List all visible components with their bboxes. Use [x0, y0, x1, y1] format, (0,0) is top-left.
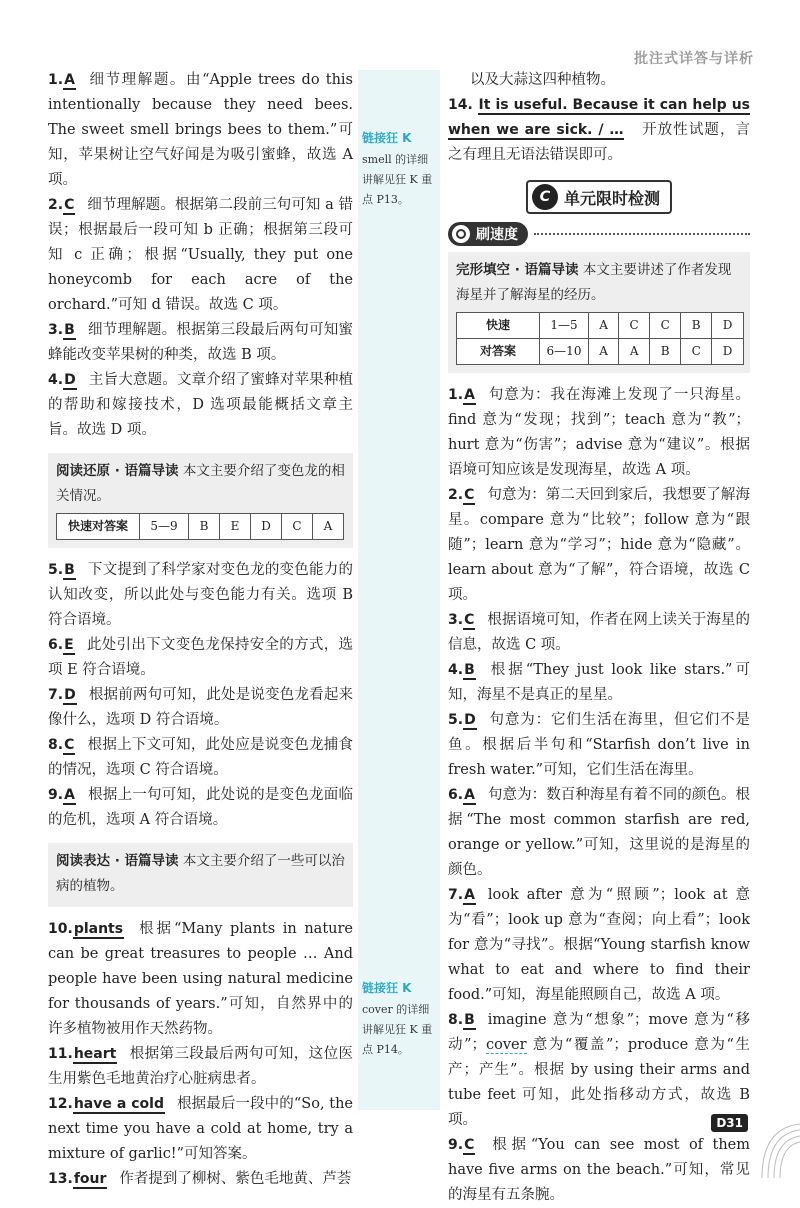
item-number: 3.: [48, 322, 64, 338]
dotted-divider: [534, 233, 750, 235]
answer-item: [448, 1008, 750, 1133]
item-explanation: 细节理解题。根据第二段前三句可知 a 错误；根据最后一段可知 b 正确；根据第三段可知 c 正确；根据“Usually, they put one honeycomb for each acre of the orchard.”可知 d 错误。故选 C 项。: [48, 197, 353, 313]
item-number: 2.: [48, 197, 64, 213]
table-label: 对答案: [457, 339, 540, 365]
item-answer: heart: [73, 1046, 117, 1062]
answer-cell: E: [220, 514, 251, 540]
answer-item: [448, 483, 750, 608]
answer-item: [448, 383, 750, 483]
header-title: 批注式详答与详析: [634, 51, 754, 67]
item-answer: D: [464, 712, 476, 728]
answer-item: [48, 368, 353, 443]
answer-item: [448, 783, 750, 883]
item-number: 1.: [48, 72, 64, 88]
guide-text: 本文主要介绍了变色龙的相关情况。: [56, 463, 345, 504]
answer-item: [448, 658, 750, 708]
item-explanation: look after 意为“照顾”；look at 意为“看”；look up 意为“查阅；向上看”；look for 意为“寻找”。根据“Young starfish know what to eat and where to find their food.”可知，海星能照顾自己，故选 A 项。: [448, 887, 750, 1003]
item-number: 8.: [448, 1012, 464, 1028]
item-answer: E: [64, 637, 74, 653]
item-answer: C: [464, 1137, 475, 1153]
item-number: 11.: [48, 1046, 73, 1062]
speed-header: [448, 222, 750, 246]
item-explanation: 此处引出下文变色龙保持安全的方式，选项 E 符合语境。: [48, 637, 353, 678]
item-number: 4.: [48, 372, 64, 388]
answer-item: [48, 1092, 353, 1167]
item-answer: four: [73, 1171, 107, 1187]
item-answer: plants: [73, 921, 124, 937]
item-answer: It is useful. Because it can help us when we are sick. / …: [448, 97, 750, 138]
item-explanation: 根据上一句可知，此处说的是变色龙面临的危机，选项 A 符合语境。: [48, 787, 353, 828]
item-answer: C: [464, 612, 475, 628]
answer-cell: B: [681, 313, 712, 339]
item-explanation: 根据上下文可知，此处应是说变色龙捕食的情况，选项 C 符合语境。: [48, 737, 353, 778]
item-number: 7.: [48, 687, 64, 703]
item-explanation: 句意为：它们生活在海里，但它们不是鱼。根据后半句和“Starfish don’t live in fresh water.”可知，它们生活在海里。: [448, 712, 750, 778]
table-range: 6—10: [540, 339, 589, 365]
answer-cell: A: [589, 313, 619, 339]
stopwatch-icon: [452, 225, 470, 243]
speed-label: 刷速度: [476, 227, 518, 243]
answer-cell: C: [681, 339, 712, 365]
page-number: D31: [711, 1114, 748, 1132]
guide-box-cloze: [448, 252, 750, 373]
item-explanation: 句意为：数百种海星有着不同的颜色。根据“The most common starfish are red, orange or yellow.”可知，这里说的是海星的颜色。: [448, 787, 750, 878]
guide-box-reading-expression: [48, 843, 353, 907]
answer-item: [48, 1042, 353, 1092]
item-answer: A: [464, 787, 475, 803]
item-number: 5.: [448, 712, 464, 728]
item-answer: C: [64, 197, 75, 213]
item-explanation: 下文提到了科学家对变色龙的变色能力的认知改变，所以此处与变色能力有关。选项 B 符合语境。: [48, 562, 353, 628]
answer-cell: A: [313, 514, 344, 540]
item-answer: A: [464, 387, 475, 403]
guide-title: 阅读还原 · 语篇导读: [56, 463, 179, 479]
margin-notes-strip: [358, 70, 440, 1110]
item-explanation: 根据语境可知，作者在网上读关于海星的信息，故选 C 项。: [448, 612, 750, 653]
continuation-text: 以及大蒜这四种植物。: [470, 72, 615, 88]
item-number: 12.: [48, 1096, 73, 1112]
item-number: 10.: [48, 921, 73, 937]
item-number: 7.: [448, 887, 464, 903]
item-number: 4.: [448, 662, 464, 678]
item-number: 6.: [448, 787, 464, 803]
item-explanation: 细节理解题。根据第三段最后两句可知蜜蜂能改变苹果树的种类，故选 B 项。: [48, 322, 353, 363]
quick-answer-table: [456, 312, 744, 365]
item-explanation: 根据第三段最后两句可知，这位医生用紫色毛地黄治疗心脏病患者。: [48, 1046, 353, 1087]
table-label: 快速对答案: [57, 514, 140, 540]
item-number: 9.: [448, 1137, 464, 1153]
answer-cell: B: [189, 514, 220, 540]
item-number: 1.: [448, 387, 464, 403]
item-explanation: 句意为：第二天回到家后，我想要了解海星。compare 意为“比较”；follow 意为“跟随”；learn 意为“学习”；hide 意为“隐藏”。learn about 意为“了解”，符合语境，故选 C 项。: [448, 487, 750, 603]
item-number: 6.: [48, 637, 64, 653]
left-column: [48, 68, 353, 1192]
item-explanation: 句意为：我在海滩上发现了一只海星。find 意为“发现；找到”；teach 意为“教”；hurt 意为“伤害”；advise 意为“建议”。根据语境可知应该是发现海星，故选 A 项。: [448, 387, 750, 478]
answer-cell: A: [589, 339, 619, 365]
item-answer: C: [464, 487, 475, 503]
answer-cell: C: [619, 313, 650, 339]
guide-text: 本文主要介绍了一些可以治病的植物。: [56, 853, 345, 894]
item-number: 9.: [48, 787, 64, 803]
answer-item: [48, 193, 353, 318]
answer-cell: A: [619, 339, 650, 365]
unit-letter-icon: C: [532, 184, 558, 210]
speed-tag: [448, 222, 528, 246]
answer-cell: C: [650, 313, 681, 339]
item-number: 14.: [448, 97, 473, 113]
answer-item: [48, 783, 353, 833]
item-explanation: 根据“You can see most of them have five arms on the beach.”可知，常见的海星有五条腕。: [448, 1137, 750, 1203]
item-number: 3.: [448, 612, 464, 628]
answer-item: [48, 1167, 353, 1192]
answer-item: [48, 683, 353, 733]
answer-item: [448, 608, 750, 658]
item-answer: D: [64, 372, 76, 388]
note-link-label: 链接狂 K: [362, 131, 412, 145]
quick-answer-table: [56, 513, 344, 540]
highlighted-word: cover: [485, 1037, 527, 1053]
item-number: 5.: [48, 562, 64, 578]
note-link-label: 链接狂 K: [362, 981, 412, 995]
item-explanation: 根据“They just look like stars.”可知，海星不是真正的星星。: [448, 662, 750, 703]
answer-cell: B: [650, 339, 681, 365]
item-number: 13.: [48, 1171, 73, 1187]
answer-item: [48, 917, 353, 1042]
right-column: [448, 68, 750, 1208]
guide-title: 阅读表达 · 语篇导读: [56, 853, 179, 869]
answer-item: [448, 708, 750, 783]
item-number: 8.: [48, 737, 64, 753]
guide-title: 完形填空 · 语篇导读: [456, 262, 579, 278]
item-explanation: 意为“覆盖”；produce 意为“生产；产生”。根据 by using their arms and tube feet 可知，此处指移动方式，故选 B 项。: [448, 1037, 750, 1128]
answer-item: [48, 558, 353, 633]
answer-item-14: [448, 93, 750, 168]
answer-cell: D: [251, 514, 282, 540]
note-text: cover 的详细讲解见狂 K 重点 P14。: [362, 1003, 433, 1056]
table-label: 快速: [457, 313, 540, 339]
item-explanation: 主旨大意题。文章介绍了蜜蜂对苹果种植的帮助和嫁接技术，D 选项最能概括文章主旨。故选 D 项。: [48, 372, 353, 438]
corner-decoration: [760, 1118, 800, 1178]
item-explanation: 根据前两句可知，此处是说变色龙看起来像什么，选项 D 符合语境。: [48, 687, 353, 728]
item-answer: B: [64, 562, 75, 578]
item-answer: B: [464, 662, 475, 678]
answer-cell: D: [712, 313, 744, 339]
item-answer: A: [464, 887, 475, 903]
item-answer: A: [64, 72, 75, 88]
answer-item: [48, 68, 353, 193]
unit-test-banner: [448, 180, 750, 214]
item-answer: have a cold: [73, 1096, 164, 1112]
answer-item: [448, 883, 750, 1008]
guide-box-reading-restore: [48, 453, 353, 548]
margin-note-smell: [362, 128, 438, 210]
item-answer: B: [464, 1012, 475, 1028]
answer-item: [48, 318, 353, 368]
table-range: 1—5: [540, 313, 589, 339]
answer-item: [48, 733, 353, 783]
guide-text: 本文主要讲述了作者发现海星并了解海星的经历。: [456, 262, 732, 303]
answer-cell: C: [282, 514, 313, 540]
item-explanation: 根据最后一段中的“So, the next time you have a cold at home, try a mixture of garlic!”可知答案。: [48, 1096, 354, 1162]
item-explanation: 作者提到了柳树、紫色毛地黄、芦荟: [119, 1171, 352, 1187]
item-explanation: 根据“Many plants in nature can be great treasures to people … And people have been using natural medicine for thousands of years.”可知，自然界中的许多植物被用作天然药物。: [48, 921, 353, 1037]
item-number: 2.: [448, 487, 464, 503]
unit-banner-title: 单元限时检测: [563, 188, 660, 208]
item-explanation: 细节理解题。由“Apple trees do this intentionally because they need bees. The sweet smell brings bees to them.”可知，苹果树让空气好闻是为吸引蜜蜂，故选 A 项。: [48, 72, 353, 188]
item-explanation: 开放性试题，言之有理且无语法错误即可。: [448, 122, 751, 163]
margin-note-cover: [362, 978, 438, 1060]
table-range: 5—9: [140, 514, 189, 540]
item-answer: A: [64, 787, 75, 803]
item-answer: C: [64, 737, 75, 753]
answer-item: [448, 1133, 750, 1208]
item-explanation: imagine 意为“想象”；move 意为“移动”；: [448, 1012, 750, 1053]
item-answer: D: [64, 687, 76, 703]
item-answer: B: [64, 322, 75, 338]
answer-cell: D: [712, 339, 744, 365]
answer-item: [48, 633, 353, 683]
note-text: smell 的详细讲解见狂 K 重点 P13。: [362, 153, 433, 206]
